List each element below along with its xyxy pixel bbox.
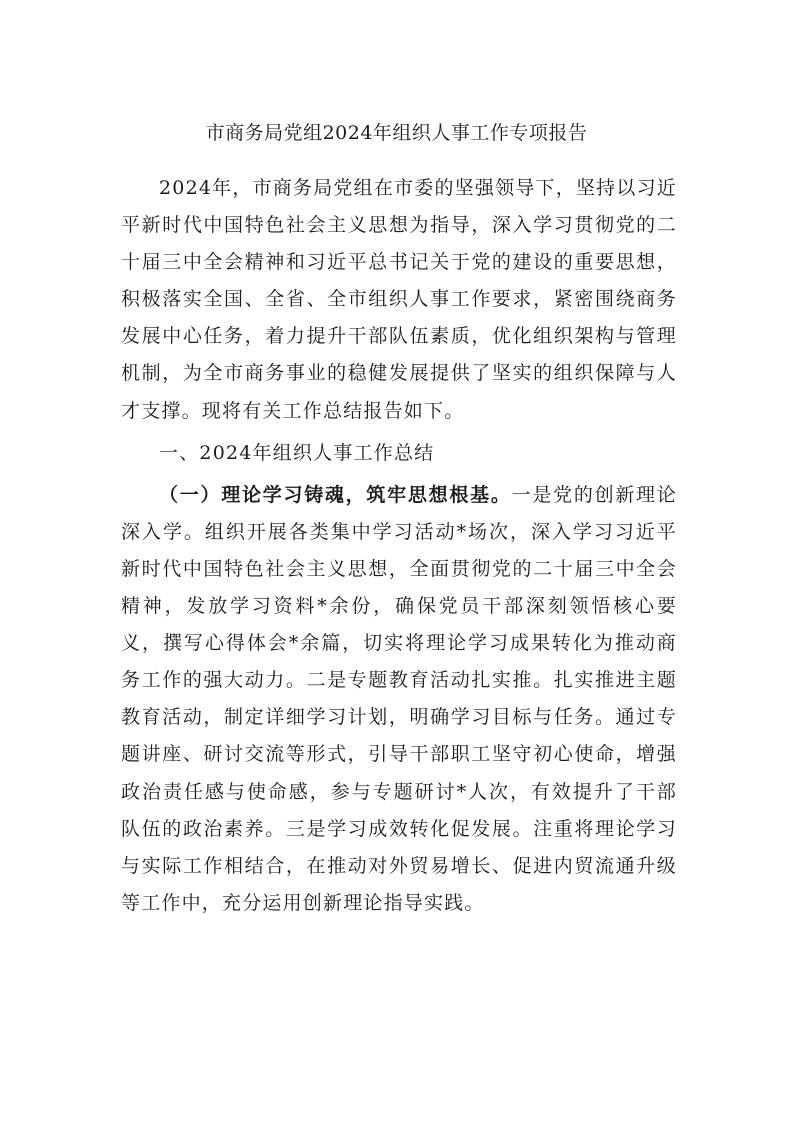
- subsection-heading: （一）理论学习铸魂，筑牢思想根基。: [159, 483, 512, 506]
- document-title: 市商务局党组2024年组织人事工作专项报告: [205, 122, 588, 144]
- document-body: [121, 170, 677, 922]
- subsection-body: 一是党的创新理论深入学。组织开展各类集中学习活动*场次，深入学习习近平新时代中国特色社会主义思想，全面贯彻党的二十届三中全会精神，发放学习资料*余份，确保党员干部深刻领悟核心要义，撰写心得体会*余篇，切实将理论学习成果转化为推动商务工作的强大动力。二是专题教育活动扎实推。扎实推进主题教育活动，制定详细学习计划，明确学习目标与任务。通过专题讲座、研讨交流等形式，引导干部职工坚守初心使命，增强政治责任感与使命感，参与专题研讨*人次，有效提升了干部队伍的政治素养。三是学习成效转化促发展。注重将理论学习与实际工作相结合，在推动对外贸易增长、促进内贸流通升级等工作中，充分运用创新理论指导实践。: [121, 483, 677, 914]
- intro-paragraph: 2024年，市商务局党组在市委的坚强领导下，坚持以习近平新时代中国特色社会主义思想为指导，深入学习贯彻党的二十届三中全会精神和习近平总书记关于党的建设的重要思想，积极落实全国、全省、全市组织人事工作要求，紧密围绕商务发展中心任务，着力提升干部队伍素质，优化组织架构与管理机制，为全市商务事业的稳健发展提供了坚实的组织保障与人才支撑。现将有关工作总结报告如下。: [121, 177, 677, 422]
- section-heading: 一、2024年组织人事工作总结: [159, 441, 435, 464]
- subsection-paragraph: [121, 477, 677, 922]
